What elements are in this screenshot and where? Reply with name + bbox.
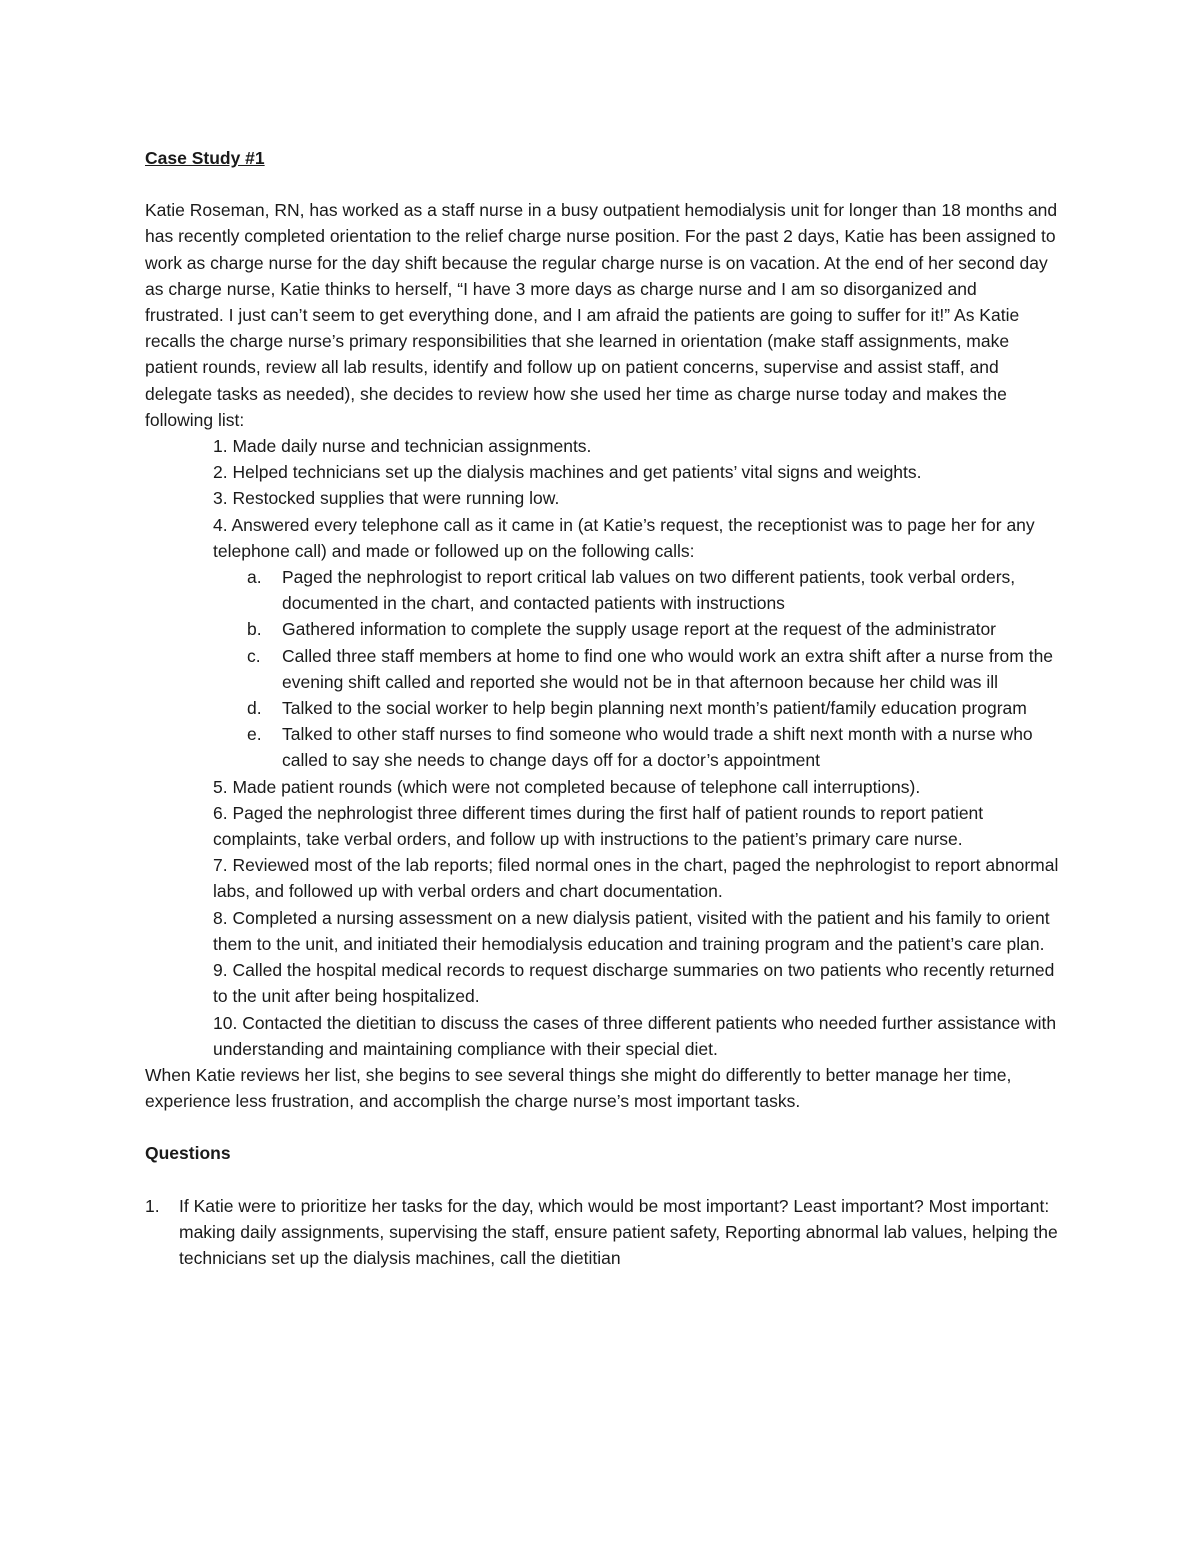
list-item: 7. Reviewed most of the lab reports; filed normal ones in the chart, paged the nephrologist to report abnormal labs, and followed up with verbal orders and chart documentation. <box>213 855 1059 902</box>
list-item: 9. Called the hospital medical records to request discharge summaries on two patients who recently returned to the unit after being hospitalized. <box>213 960 1055 1007</box>
sublist-marker: d. <box>247 698 262 719</box>
list-item: 2. Helped technicians set up the dialysis machines and get patients’ vital signs and weights. <box>213 462 922 483</box>
sublist-text: Talked to the social worker to help begin planning next month’s patient/family education program <box>282 698 1027 719</box>
sublist-text: Called three staff members at home to find one who would work an extra shift after a nurse from the evening shift called and reported she would not be in that afternoon because her child was ill <box>282 645 1054 692</box>
sublist-marker: b. <box>247 619 262 640</box>
list-item: 8. Completed a nursing assessment on a new dialysis patient, visited with the patient and his family to orient them to the unit, and initiated their hemodialysis education and training program and the patient’s care plan. <box>213 907 1050 954</box>
sublist-item <box>145 695 1060 721</box>
questions-list <box>145 1193 1060 1272</box>
list-item: 10. Contacted the dietitian to discuss the cases of three different patients who needed further assistance with understanding and maintaining compliance with their special diet. <box>213 1012 1057 1059</box>
questions-heading: Questions <box>145 1143 231 1164</box>
sublist-item <box>145 564 1060 616</box>
list-item: 4. Answered every telephone call as it came in (at Katie’s request, the receptionist was to page her for any telephone call) and made or followed up on the following calls: <box>213 514 1035 561</box>
sublist-item <box>145 721 1060 773</box>
task-list-continued <box>145 774 1060 1062</box>
document-title: Case Study #1 <box>145 148 265 168</box>
intro-paragraph: Katie Roseman, RN, has worked as a staff nurse in a busy outpatient hemodialysis unit for longer than 18 months and has recently completed orientation to the relief charge nurse position. For the past 2 days, Katie has been assigned to work as charge nurse for the day shift because the regular charge nurse is on vacation. At the end of her second day as charge nurse, Katie thinks to herself, “I have 3 more days as charge nurse and I am so disorganized and frustrated. I just can’t seem to get everything done, and I am afraid the patients are going to suffer for it!” As Katie recalls the charge nurse’s primary responsibilities that she learned in orientation (make staff assignments, make patient rounds, review all lab results, identify and follow up on patient concerns, supervise and assist staff, and delegate tasks as needed), she decides to review how she used her time as charge nurse today and makes the following list: <box>145 200 1058 430</box>
sublist-text: Gathered information to complete the supply usage report at the request of the administrator <box>282 619 997 640</box>
answer-text: Most important: making daily assignments, supervising the staff, ensure patient safety, Reporting abnormal lab values, helping the technicians set up the dialysis machines, call the dietitian <box>179 1195 1058 1268</box>
question-item <box>145 1193 1060 1272</box>
question-number: 1. <box>145 1195 160 1216</box>
sublist-item <box>145 643 1060 695</box>
sublist-marker: e. <box>247 724 262 745</box>
sublist-text: Paged the nephrologist to report critical lab values on two different patients, took verbal orders, documented in the chart, and contacted patients with instructions <box>282 567 1016 614</box>
list-item: 1. Made daily nurse and technician assignments. <box>213 436 592 457</box>
closing-paragraph: When Katie reviews her list, she begins to see several things she might do differently to better manage her time, experience less frustration, and accomplish the charge nurse’s most important tasks. <box>145 1064 1012 1112</box>
list-item: 5. Made patient rounds (which were not completed because of telephone call interruptions). <box>213 776 921 797</box>
sublist-item <box>145 616 1060 642</box>
list-item: 3. Restocked supplies that were running low. <box>213 488 560 509</box>
call-sublist <box>145 564 1060 774</box>
list-item: 6. Paged the nephrologist three different times during the first half of patient rounds to report patient complaints, take verbal orders, and follow up with instructions to the patient’s primary care nurse. <box>213 802 984 850</box>
task-list <box>145 433 1060 564</box>
sublist-marker: a. <box>247 567 262 588</box>
document-page <box>145 145 1060 1271</box>
question-text: If Katie were to prioritize her tasks for the day, which would be most important? Least important? <box>179 1195 924 1216</box>
sublist-text: Talked to other staff nurses to find someone who would trade a shift next month with a nurse who called to say she needs to change days off for a doctor’s appointment <box>282 724 1033 771</box>
sublist-marker: c. <box>247 645 261 666</box>
